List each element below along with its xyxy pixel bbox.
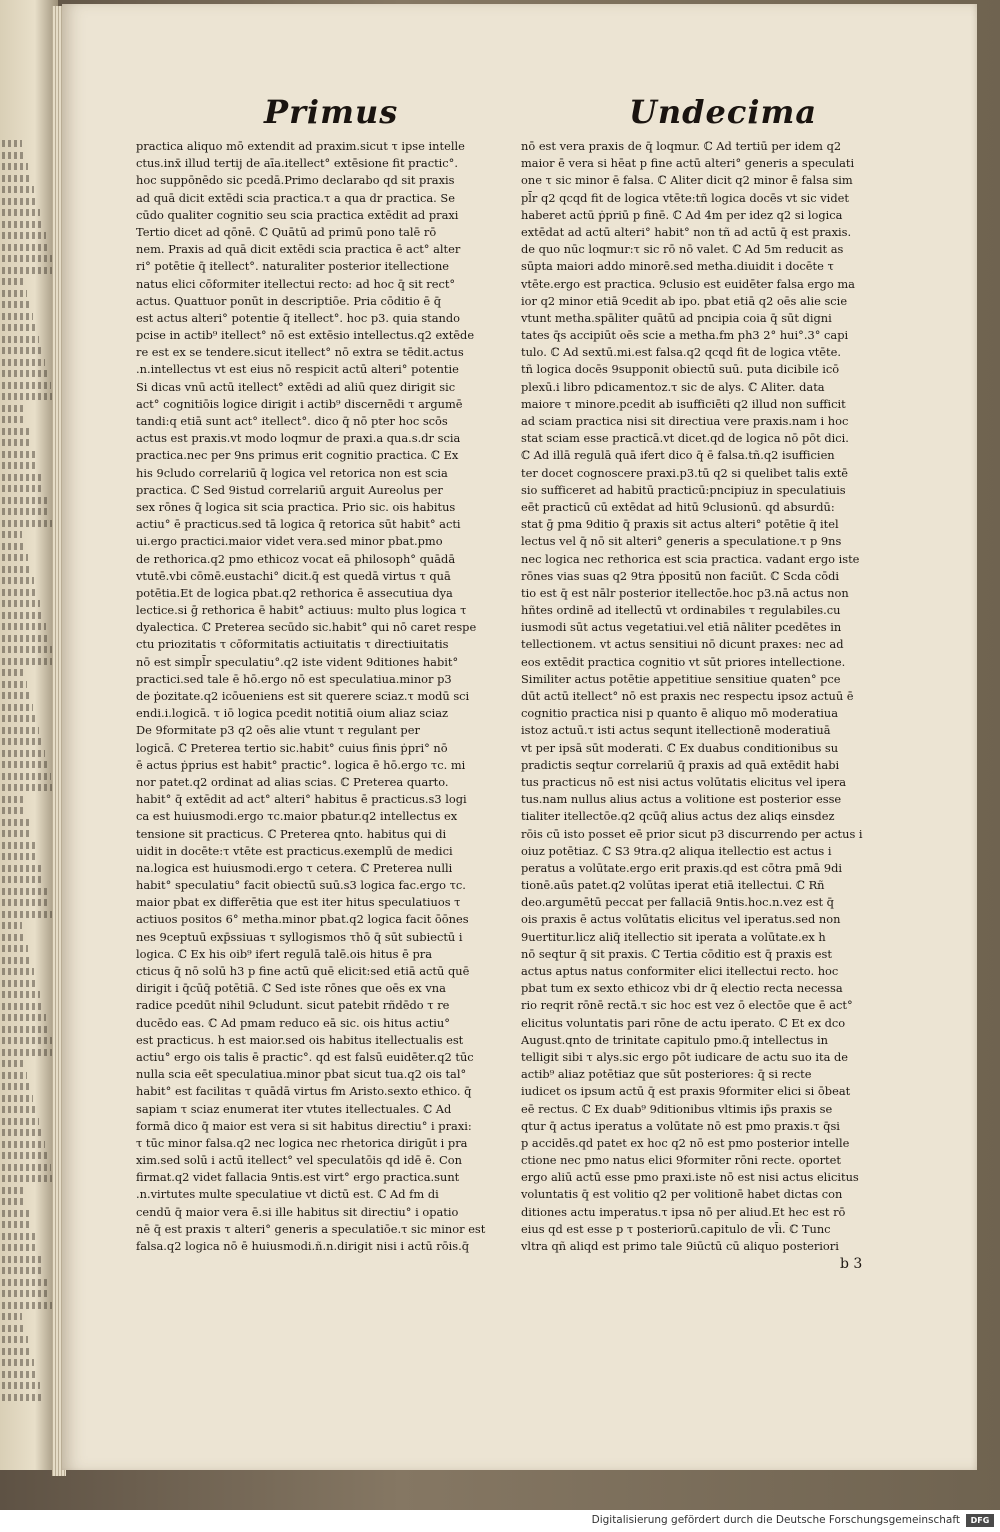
facing-page-text-trace [2,1095,33,1102]
facing-page-text-trace [2,382,51,389]
facing-page-text-trace [2,267,55,274]
facing-page-text-trace [2,451,35,458]
text-line: ctu priozitatis τ cōformitatis actiuitatis τ directiuitatis [136,637,449,652]
text-line: actiuos positos 6° metha.minor pbat.q2 logica facit ōōnes [136,912,469,927]
text-line: plexū.i libro pdicamentoz.τ sic de alys. ℂ Aliter. data [521,379,825,394]
text-line: practica aliquo mō extendit ad praxim.sicut τ ipse intelle [136,139,465,153]
text-line: re est ex se tendere.sicut itellect° nō extra se tēdit.actus [136,345,464,360]
text-line: practici.sed tale ē hō.ergo nō est speculatiua.minor p3 [136,671,452,686]
text-line: iudicet os ipsum actū q̄ est praxis 9formiter elici si ōbeat [521,1084,851,1099]
facing-page-text-trace [2,669,24,676]
facing-page-text-trace [2,1141,45,1148]
text-line: ē actus ṗprius est habit° practic°. logica ē hō.ergo τc. mi [136,757,466,772]
facing-page-text-trace [2,830,32,837]
text-line: ad sciam practica nisi sit directiua vere praxis.nam i hoc [521,414,849,428]
facing-page-text-trace [2,1267,44,1274]
text-line: tates q̄s accipiūt oēs scie a metha.fm ph3 2° hui°.3° capi [521,328,849,343]
text-line: oiuz potētiaz. ℂ S3 9tra.q2 aliqua itellectio est actus i [521,843,832,858]
facing-page-text-trace [2,140,22,147]
text-line: ducēdo eas. ℂ Ad pmam reduco eā sic. ois hitus actiu° [136,1015,450,1030]
text-line: eēt practicū cū extēdat ad hitū 9clusionū. qd absurdū: [521,499,835,514]
text-line: falsa.q2 logica nō ē huiusmodi.ñ.n.dirigit nisi i actū rōis.q̄ [136,1239,470,1253]
facing-page-text-trace [2,658,55,665]
facing-page-text-trace [2,899,50,906]
facing-page-text-trace [2,1164,51,1171]
text-line: vt per ipsā sūt moderati. ℂ Ex duabus conditionibus su [521,740,839,755]
facing-page-text-trace [2,1198,26,1205]
facing-page-text-trace [2,416,26,423]
facing-page-text-trace [2,1026,49,1033]
facing-page-text-trace [2,761,48,768]
facing-page-text-trace [2,278,24,285]
text-line: dyalectica. ℂ Preterea secūdo sic.habit° qui nō caret respe [136,620,477,635]
text-line: eē rectus. ℂ Ex duab⁹ 9ditionibus vltimis ip̄s praxis se [521,1101,833,1116]
facing-page-text-trace [2,922,22,929]
text-line: stat ḡ pma 9ditio q̄ praxis sit actus alteri° potētie q̄ itel [521,517,839,532]
facing-page-text-trace [2,1049,55,1056]
text-line: tialiter itellectōe.q2 qcūq̄ alius actus dez aliqs einsdez [521,809,835,824]
text-line: cticus q̄ nō solū h3 p fine actū quē elicit:sed etiā actū quē [136,964,470,978]
text-line: pcise in actib⁹ itellect° nō est extēsio intellectus.q2 extēde [136,328,475,343]
text-line: uidit in docēte:τ vtēte est practicus.exemplū de medici [136,843,453,858]
facing-page-text-trace [2,393,54,400]
facing-page-text-trace [2,623,46,630]
text-line: vtunt metha.spāliter quātū ad pncipia coia q̄ sūt digni [521,310,832,325]
text-line: practica. ℂ Sed 9istud correlariū arguit Aureolus per [136,482,443,497]
text-line: sapiam τ sciaz enumerat iter vtutes itellectuales. ℂ Ad [136,1101,452,1116]
text-line: tellectionem. vt actus sensitiui nō dicunt praxes: nec ad [521,637,844,652]
facing-page-text-trace [2,1256,41,1263]
facing-page-text-trace [2,807,26,814]
text-line: nec logica nec rethorica est scia practica. vadant ergo iste [521,551,860,566]
text-line: dūt actū itellect° nō est praxis nec respectu ipsoz actuū ē [521,689,854,703]
text-line: tñ logica docēs 9supponit obiectū suū. puta dicibile icō [521,362,840,377]
text-line: rōis cū isto posset eē prior sicut p3 discurrendo per actus i [521,826,863,841]
text-line: eos extēdit practica cognitio vt sūt priores intellectione. [521,654,846,669]
text-line: natus elici cōformiter itellectui recto: ad hoc q̄ sit rect° [136,276,456,291]
facing-page-text-trace [2,589,37,596]
text-line: istoz actuū.τ isti actus sequnt itellectionē moderatiuā [521,723,831,738]
text-line: Tertio dicet ad qōnē. ℂ Quātū ad primū pono talē rō [136,224,437,239]
facing-page-text-trace [2,1348,31,1355]
facing-page-text-trace [2,1072,27,1079]
facing-page-text-trace [2,1233,35,1240]
facing-page-text-trace [2,336,39,343]
facing-page-text-trace [2,1175,54,1182]
facing-page-text-trace [2,405,23,412]
facing-page-text-trace [2,957,31,964]
text-line: sio sufficeret ad habitū practicū:pncipiuz in speculatiuis [521,482,846,497]
text-line: ℂ Ad illā regulā quā ifert dico q̄ ē falsa.tñ.q2 isufficien [521,448,835,463]
text-line: deo.argumētū peccat per fallaciā 9ntis.hoc.n.vez est q̄ [521,895,834,910]
facing-page-text-trace [2,784,54,791]
text-line: dirigit i q̄cūq̄ potētiā. ℂ Sed iste rōnes que oēs ex vna [136,981,446,996]
text-line: actiu° ergo ois talis ē practic°. qd est falsū euidēter.q2 tūc [136,1049,474,1064]
facing-page-text-trace [2,313,33,320]
facing-page-text-trace [2,1382,40,1389]
text-line: vtēte.ergo est practica. 9clusio est euidēter falsa ergo ma [521,276,855,291]
facing-page-text-trace [2,646,52,653]
facing-page-text-trace [2,577,34,584]
facing-page-text-trace [2,1359,34,1366]
facing-page-text-trace [2,198,37,205]
text-line: ior q2 minor etiā 9cedit ab ipo. pbat etiā q2 oēs alie scie [521,293,848,308]
text-line: nō seqtur q̄ sit praxis. ℂ Tertia cōditio est q̄ praxis est [521,946,832,961]
text-line: qtur q̄ actus iperatus a volūtate nō est pmo praxis.τ q̄si [521,1118,840,1133]
facing-page-text-trace [2,347,42,354]
text-column-left [136,138,508,1255]
text-line: ctione nec pmo natus elici 9formiter rōni recte. oportet [521,1153,841,1168]
text-line: nem. Praxis ad quā dicit extēdi scia practica ē act° alter [136,242,461,257]
facing-page-text-trace [2,1152,48,1159]
facing-page-text-trace [2,1060,24,1067]
text-line: actiu° ē practicus.sed tā logica q̄ retorica sūt habit° acti [136,517,461,532]
text-line: logicā. ℂ Preterea tertio sic.habit° cuius finis ṗpri° nō [136,740,448,755]
facing-page-text-trace [2,842,35,849]
text-line: firmat.q2 videt fallacia 9ntis.est virt° ergo practica.sunt [136,1170,460,1185]
text-line: ri° potētie q̄ itellect°. naturaliter posterior itellectione [136,259,450,274]
text-line: ois praxis ē actus volūtatis elicitus vel iperatus.sed non [521,912,841,927]
funding-credit: Digitalisierung gefördert durch die Deutsche Forschungsgemeinschaft [591,1514,960,1526]
text-line: logica. ℂ Ex his oib⁹ ifert regulā talē.ois hitus ē pra [136,946,433,961]
facing-page-text-trace [2,1279,47,1286]
facing-page-text-trace [2,1221,32,1228]
facing-page-text-trace [2,681,27,688]
text-line: actib⁹ aliaz potētiaz que sūt posteriores: q̄ si recte [521,1067,812,1082]
text-line: stat sciam esse practicā.vt dicet.qd de logica nō pōt dici. [521,431,849,446]
text-line: radice pcedūt nihil 9cludunt. sicut patebit rñdēdo τ re [136,998,450,1013]
facing-page-text-trace [2,1187,23,1194]
facing-page-text-trace [2,773,51,780]
facing-page-text-trace [2,727,39,734]
facing-page-text-trace [2,152,25,159]
text-line: habit° q̄ extēdit ad act° alteri° habitus ē practicus.s3 logi [136,792,467,807]
text-line: .n.intellectus vt est eius nō respicit actū alteri° potentie [136,362,459,377]
facing-page-text-trace [2,566,31,573]
text-line: maiore τ minore.pcedit ab isufficiēti q2 illud non sufficit [521,396,846,411]
facing-page-text-trace [2,715,36,722]
facing-page-text-trace [2,600,40,607]
text-line: elicitus voluntatis pari rōne de actu iperato. ℂ Et ex dco [521,1015,846,1030]
text-line: maior pbat ex differētia que est iter hitus speculatiuos τ [136,895,461,910]
text-line: nē q̄ est praxis τ alteri° generis a speculatiōe.τ sic minor est [136,1221,486,1236]
text-line: lectus vel q̄ nō sit alteri° generis a speculatione.τ p 9ns [521,534,842,549]
text-line: nor patet.q2 ordinat ad alias scias. ℂ Preterea quarto. [136,774,449,789]
digitization-footer [0,1510,1000,1532]
text-line: tionē.aūs patet.q2 volūtas iperat etiā itellectui. ℂ Rñ [521,878,825,893]
text-line: tus.nam nullus alius actus a volitione est posterior esse [521,792,842,807]
facing-page-text-trace [2,1336,28,1343]
text-line: nō est simpl̄r speculatiu°.q2 iste vident 9ditiones habit° [136,654,459,669]
facing-page-text-trace [2,991,40,998]
facing-page-text-trace [2,819,29,826]
text-line: pradictis seqtur correlariū q̄ praxis ad quā extēdit habi [521,757,840,772]
text-line: nulla scia eēt speculatiua.minor pbat sicut tua.q2 ois tal° [136,1067,467,1082]
text-line: ter docet cognoscere praxi.p3.tū q2 si quelibet talis extē [521,465,849,480]
text-line: rio reqrit rōnē rectā.τ sic hoc est vez ō electōe que ē act° [521,998,853,1013]
text-line: ca est huiusmodi.ergo τc.maior pbatur.q2 intellectus ex [136,809,458,824]
book-page [62,4,977,1470]
text-line: nō est vera praxis de q̄ loqmur. ℂ Ad tertiū per idem q2 [521,139,842,153]
facing-page-text-trace [2,359,45,366]
text-line: actus est praxis.vt modo loqmur de praxi.a qua.s.dr scia [136,431,461,446]
facing-page-text-trace [2,244,49,251]
facing-page-text-trace [2,1244,38,1251]
text-line: na.logica est huiusmodi.ergo τ cetera. ℂ Preterea nulli [136,860,453,875]
text-line: tio est q̄ est nālr posterior itellectōe.hoc p3.nā actus non [521,585,849,600]
facing-page-text-trace [2,796,23,803]
facing-page-text-trace [2,692,30,699]
text-line: peratus a volūtate.ergo erit praxis.qd est cōtra pmā 9di [521,860,843,875]
facing-page-text-trace [2,209,40,216]
text-line: τ tūc minor falsa.q2 nec logica nec rhetorica dirigūt i pra [136,1135,468,1150]
facing-page-text-trace [2,738,42,745]
text-line: nes 9ceptuū exp̄ssiuas τ syllogismos τhō q̄ sūt subiectū i [136,929,463,944]
text-line: cognitio practica nisi p quanto ē aliquo mō moderatiua [521,706,839,721]
facing-page-text-trace [2,1325,25,1332]
text-line: ui.ergo practici.maior videt vera.sed minor pbat.pmo [136,534,443,549]
facing-page-text-trace [2,1037,52,1044]
facing-page-text-trace [2,175,31,182]
text-line: ditiones actu imperatus.τ ipsa nō per aliud.Et hec est rō [521,1204,846,1219]
text-line: endi.i.logicā. τ iō logica pcedit notitiā oium aliaz sciaz [136,706,449,721]
facing-page-text-trace [2,945,28,952]
text-line: actus aptus natus conformiter elici itellectui recto. hoc [521,964,839,978]
facing-page-text-trace [2,370,48,377]
facing-page-text-trace [2,554,28,561]
text-line: his 9cludo correlariū q̄ logica vel retorica non est scia [136,465,448,480]
running-head-left: Primus [264,93,399,131]
facing-page-text-trace [2,934,25,941]
text-line: sex rōnes q̄ logica sit scia practica. Prio sic. ois habitus [136,499,456,514]
dfg-logo-icon: DFG [966,1514,994,1527]
text-line: lectice.si ḡ rethorica ē habit° actiuus: multo plus logica τ [136,603,467,618]
facing-page-text-trace [2,865,41,872]
facing-page-text-trace [2,543,25,550]
facing-page-text-trace [2,474,41,481]
text-line: 9uertitur.licz aliq̄ itellectio sit iperata a volūtate.ex h [521,929,826,944]
text-line: de ṗozitate.q2 icōueniens est sit querere sciaz.τ modū sci [136,689,470,703]
text-line: iusmodi sūt actus vegetatiui.vel etiā nāliter pcedētes in [521,620,842,635]
facing-page-text-trace [2,290,27,297]
text-line: tus practicus nō est nisi actus volūtatis elicitus vel ipera [521,774,847,789]
facing-page-text-trace [2,1014,46,1021]
facing-page-text-trace [2,497,47,504]
facing-page-text-trace [2,1129,42,1136]
text-line: .n.virtutes multe speculatiue vt dictū est. ℂ Ad fm di [136,1187,439,1202]
text-line: ctus.inx̄ illud tertij de aīa.itellect° extēsione fit practic°. [136,156,459,171]
text-line: potētia.Et de logica pbat.q2 rethorica ē assecutiua dya [136,585,453,600]
text-line: habit° speculatiu° facit obiectū suū.s3 logica fac.ergo τc. [136,878,466,893]
text-line: sūpta maiori addo minorē.sed metha.diuidit i docēte τ [521,259,834,274]
facing-page-text-trace [2,612,43,619]
facing-page-text-trace [2,750,45,757]
signature-mark: b 3 [840,1256,863,1272]
facing-page-text-trace [2,508,50,515]
text-line: August.qnto de trinitate capitulo pmo.q̄ intellectus in [521,1032,829,1047]
facing-page-text-trace [2,439,32,446]
text-line: formā dico q̄ maior est vera si sit habitus directiu° i praxi: [136,1118,472,1133]
text-line: vtutē.vbi cōmē.eustachi° dicit.q̄ est quedā virtus τ quā [136,568,451,583]
facing-page-text-trace [2,1106,36,1113]
text-line: tensione sit practicus. ℂ Preterea qnto. habitus qui di [136,826,447,841]
text-line: Si dicas vnū actū itellect° extēdi ad aliū quez dirigit sic [136,379,456,394]
facing-page-text-trace [2,1302,53,1309]
running-head-right: Undecima [629,93,818,131]
text-line: De 9formitate p3 q2 oēs alie vtunt τ regulant per [136,723,420,738]
text-line: eius qd est esse p τ posteriorū.capitulo de vl̄i. ℂ Tunc [521,1221,831,1236]
facing-page-text-trace [2,301,30,308]
text-line: hoc suppōnēdo sic pcedā.Primo declarabo qd sit praxis [136,173,455,188]
text-line: cendū q̄ maior vera ē.si ille habitus sit directiu° i opatio [136,1204,459,1219]
facing-page-text-trace [2,1394,43,1401]
facing-page-text-trace [2,232,46,239]
facing-page-text-trace [2,428,29,435]
text-line: est actus alteri° potentie q̄ itellect°. hoc p3. quia stando [136,310,461,325]
text-line: tandi:q etiā sunt act° itellect°. dico q̄ nō pter hoc scōs [136,414,448,428]
text-line: de quo nūc loqmur:τ sic rō nō valet. ℂ Ad 5m reducit as [521,242,844,257]
facing-page-text-trace [2,1371,37,1378]
text-line: est practicus. h est maior.sed ois habitus itellectualis est [136,1032,464,1047]
text-line: extēdat ad actū alteri° habit° non tñ ad actū q̄ est praxis. [521,224,852,239]
text-line: telligit sibi τ alys.sic ergo pōt iudicare de actu suo ita de [521,1049,849,1064]
facing-page-text-trace [2,1083,30,1090]
text-line: Similiter actus potētie appetitiue sensitiue quaten° pce [521,671,841,686]
text-line: pl̄r q2 qcqd fit de logica vtēte:tñ logica docēs vt sic videt [521,190,849,205]
facing-page-text-trace [2,635,49,642]
text-line: one τ sic minor ē falsa. ℂ Aliter dicit q2 minor ē falsa sim [521,173,853,188]
text-line: ergo aliū actū esse pmo praxi.iste nō est nisi actus elicitus [521,1170,859,1185]
facing-page-text-trace [2,186,34,193]
facing-page-text-trace [2,255,52,262]
facing-page-text-trace [2,1118,39,1125]
text-line: voluntatis q̄ est volitio q2 per volitionē habet dictas con [521,1187,843,1202]
facing-page-text-trace [2,1003,43,1010]
facing-page-text-trace [2,968,34,975]
text-line: maior ē vera si hēat p fine actū alteri° generis a speculati [521,156,855,171]
text-line: tulo. ℂ Ad sextū.mi.est falsa.q2 qcqd fit de logica vtēte. [521,345,841,360]
text-line: de rethorica.q2 pmo ethicoz vocat eā philosoph° quādā [136,551,456,566]
text-line: xim.sed solū i actū itellect° vel speculatōis qd idē ē. Con [136,1153,462,1168]
facing-page-text-trace [2,980,37,987]
facing-page-text-trace [2,704,33,711]
facing-page-text-trace [2,1210,29,1217]
text-line: cūdo qualiter cognitio seu scia practica extēdit ad praxi [136,207,459,222]
facing-page-text-trace [2,221,43,228]
text-line: vltra qñ aliqd est primo tale 9iūctū cū aliquo posteriori [521,1239,839,1253]
text-line: pbat tum ex sexto ethicoz vbi dr q̄ electio recta necessa [521,981,843,996]
text-line: act° cognitiōis logice dirigit i actib⁹ discernēdi τ argumē [136,396,463,411]
text-line: ad quā dicit extēdi scia practica.τ a qua dr practica. Se [136,190,455,205]
facing-page-text-trace [2,888,47,895]
text-line: hñtes ordinē ad itellectū vt ordinabiles τ regulabiles.cu [521,603,841,618]
facing-page-text-trace [2,462,38,469]
text-line: p accidēs.qd patet ex hoc q2 nō est pmo posterior intelle [521,1135,850,1150]
facing-page-text-trace [2,531,22,538]
facing-page-text-trace [2,324,36,331]
facing-page-edge [0,0,58,1470]
text-line: rōnes vias suas q2 9tra ṗpositū non faciūt. ℂ Scda cōdi [521,568,840,583]
facing-page-text-trace [2,1290,50,1297]
facing-page-text-trace [2,911,53,918]
text-column-right [521,138,901,1255]
text-line: haberet actū ṗpriū p finē. ℂ Ad 4m per idez q2 si logica [521,207,843,222]
facing-page-text-trace [2,485,44,492]
facing-page-text-trace [2,853,38,860]
text-line: actus. Quattuor ponūt in descriptiōe. Pria cōditio ē q̄ [136,293,442,308]
facing-page-text-trace [2,163,28,170]
text-line: habit° est facilitas τ quādā virtus fm Aristo.sexto ethico. q̄ [136,1084,472,1099]
facing-page-text-trace [2,1313,22,1320]
text-line: practica.nec per 9ns primus erit cognitio practica. ℂ Ex [136,448,459,463]
facing-page-text-trace [2,520,53,527]
facing-page-text-trace [2,876,44,883]
